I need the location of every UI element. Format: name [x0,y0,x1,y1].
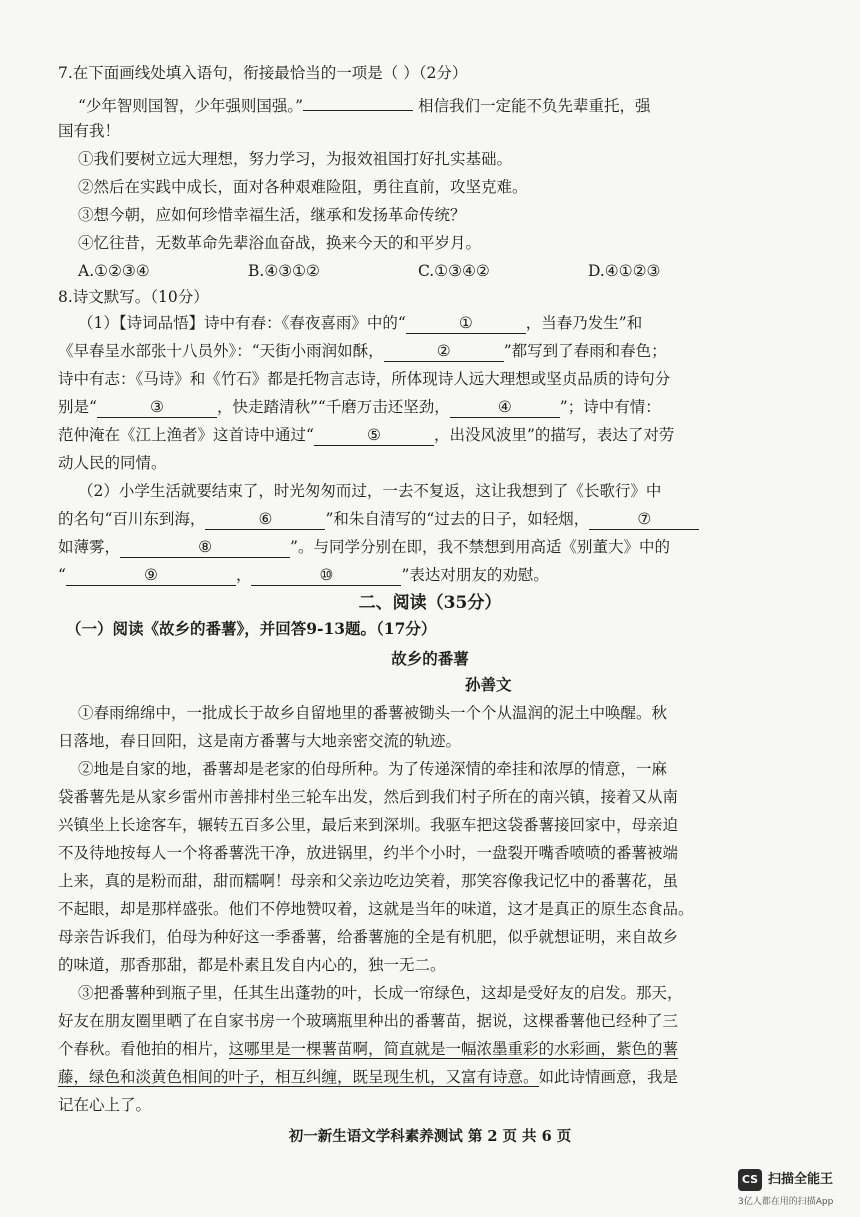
q7-option-b[interactable]: B.④③①② [248,262,320,280]
underlined-sentence: 藤，绿色和淡黄色相间的叶子，相互纠缠，既呈现生机，又富有诗意。 [58,1068,539,1086]
blank-6[interactable]: ⑥ [205,509,325,530]
article-text: 如此诗情画意，我是 [538,1068,679,1086]
q8-p2-line1: （2）小学生活就要结束了，时光匆匆而过，一去不复返，这让我想到了《长歌行》中 [78,482,662,500]
page-footer: 初一新生语文学科素养测试 第 2 页 共 6 页 [288,1128,572,1145]
q8-p1-line1 [78,310,838,336]
blank-4[interactable]: ④ [450,397,560,418]
q8-text: 的名句“百川东到海， [58,510,206,528]
q8-p2-line2 [58,506,818,532]
blank-10[interactable]: ⑩ [251,565,401,586]
q8-text: “ [58,566,66,584]
q7-answer-blank[interactable] [303,90,413,111]
q8-text: ”都写到了春雨和春色； [503,342,667,360]
q8-text: ，快走踏清秋”“千磨万击还坚劲， [216,398,450,416]
q8-text: ，当春乃发生”和 [525,314,643,332]
article-line: 记在心上了。 [58,1096,152,1114]
blank-3[interactable]: ③ [97,397,217,418]
q8-p1-line6: 动人民的同情。 [58,454,167,472]
q8-p1-line2 [58,338,818,364]
q8-text: 别是“ [58,398,97,416]
article-line-underlined [58,1064,818,1090]
q8-p2-line4 [58,562,818,588]
q7-sentence-4: ④忆往昔，无数革命先辈浴血奋战，换来今天的和平岁月。 [78,234,482,252]
q7-stem: 7.在下面画线处填入语句，衔接最恰当的一项是（ ）（2分） [58,64,468,82]
q7-quote-line [78,90,838,119]
article-line: 兴镇坐上长途客车，辗转五百多公里，最后来到深圳。我驱车把这袋番薯接回家中，母亲迫 [58,816,679,834]
blank-9[interactable]: ⑨ [66,565,236,586]
article-line: ②地是自家的地，番薯却是老家的伯母所种。为了传递深情的牵挂和浓厚的情意，一麻 [78,760,668,778]
q7-option-d[interactable]: D.④①②③ [588,262,661,280]
q7-quote: “少年智则国智，少年强则国强。” [78,97,304,115]
q8-text: 《早春呈水部张十八员外》：“天街小雨润如酥， [58,342,384,360]
q8-text: （1）【诗词品悟】诗中有春：《春夜喜雨》中的“ [78,314,406,332]
article-author: 孙善文 [465,675,512,694]
q8-text: ”。与同学分别在即，我不禁想到用高适《别董大》中的 [290,538,670,556]
blank-7[interactable]: ⑦ [589,509,699,530]
q7-sentence-1: ①我们要树立远大理想，努力学习，为报效祖国打好扎实基础。 [78,150,513,168]
article-line: 上来，真的是粉而甜，甜而糯啊！母亲和父亲边吃边笑着，那笑容像我记忆中的番薯花，虽 [58,872,679,890]
blank-8[interactable]: ⑧ [120,537,290,558]
q8-p1-line4 [58,394,818,420]
q8-text: 如薄雾， [58,538,121,556]
article-line: 袋番薯先是从家乡雷州市善排村坐三轮车出发，然后到我们村子所在的南兴镇，接着又从南 [58,788,679,806]
q8-p1-line5 [58,422,818,448]
reading-sub: （一）阅读《故乡的番薯》，并回答9-13题。（17分） [66,619,437,638]
q7-options [78,258,838,284]
scanner-tagline: 3亿人都在用的扫描App [738,1197,834,1207]
article-line: 的味道，那香那甜，都是朴素且发自内心的，独一无二。 [58,956,446,974]
article-line: 不及待地按每人一个将番薯洗干净，放进锅里，约半个小时，一盘裂开嘴香喷喷的番薯被端 [58,844,679,862]
scanner-watermark [738,1169,856,1209]
article-line: 母亲告诉我们，伯母为种好这一季番薯，给番薯施的全是有机肥，似乎就想证明，来自故乡 [58,928,679,946]
scanner-logo-icon: CS [738,1169,762,1191]
article-line: 不起眼，却是那样盛张。他们不停地赞叹着，这就是当年的味道，这才是真正的原生态食品。 [58,900,694,918]
q8-text: ”和朱自清写的“过去的日子，如轻烟， [325,510,590,528]
article-line: ③把番薯种到瓶子里，任其生出蓬勃的叶，长成一帘绿色，这却是受好友的启发。那天， [78,984,683,1002]
q8-p2-line3 [58,534,818,560]
blank-2[interactable]: ② [384,341,504,362]
article-line: 好友在朋友圈里晒了在自家书房一个玻璃瓶里种出的番薯苗，据说，这棵番薯他已经种了三 [58,1012,679,1030]
blank-5[interactable]: ⑤ [314,425,434,446]
q8-text: ，出没风波里”的描写，表达了对劳 [433,426,675,444]
article-line: 日落地，春日回阳，这是南方番薯与大地亲密交流的轨迹。 [58,732,462,750]
q7-option-a[interactable]: A.①②③④ [78,262,150,280]
article-line: ①春雨绵绵中，一批成长于故乡自留地里的番薯被锄头一个个从温润的泥土中唤醒。秋 [78,704,668,722]
q8-text: ”；诗中有情： [559,398,661,416]
scanner-app-name: 扫描全能王 [768,1172,834,1187]
q8-text: ”表达对朋友的劝慰。 [401,566,549,584]
section-title: 二、阅读（35分） [358,593,502,613]
article-title: 故乡的番薯 [391,649,469,668]
q7-option-c[interactable]: C.①③④② [418,262,490,280]
q8-p1-line3: 诗中有志：《马诗》和《竹石》都是托物言志诗，所体现诗人远大理想或坚贞品质的诗句分 [58,370,671,388]
q8-stem: 8.诗文默写。（10分） [58,288,209,306]
q7-sentence-3: ③想今朝，应如何珍惜幸福生活，继承和发扬革命传统？ [78,206,466,224]
blank-1[interactable]: ① [406,313,526,334]
article-text: 个春秋。看他拍的相片， [58,1040,229,1058]
q8-text: 范仲淹在《江上渔者》这首诗中通过“ [58,426,314,444]
article-line-underlined [58,1036,818,1062]
underlined-sentence: 这哪里是一棵薯苗啊，简直就是一幅浓墨重彩的水彩画，紫色的薯 [228,1040,679,1058]
q7-cont: 国有我！ [58,122,121,140]
q7-sentence-2: ②然后在实践中成长，面对各种艰难险阻，勇往直前，攻坚克难。 [78,178,528,196]
q7-after-blank: 相信我们一定能不负先辈重托，强 [413,97,651,115]
q8-text: ， [235,566,252,584]
